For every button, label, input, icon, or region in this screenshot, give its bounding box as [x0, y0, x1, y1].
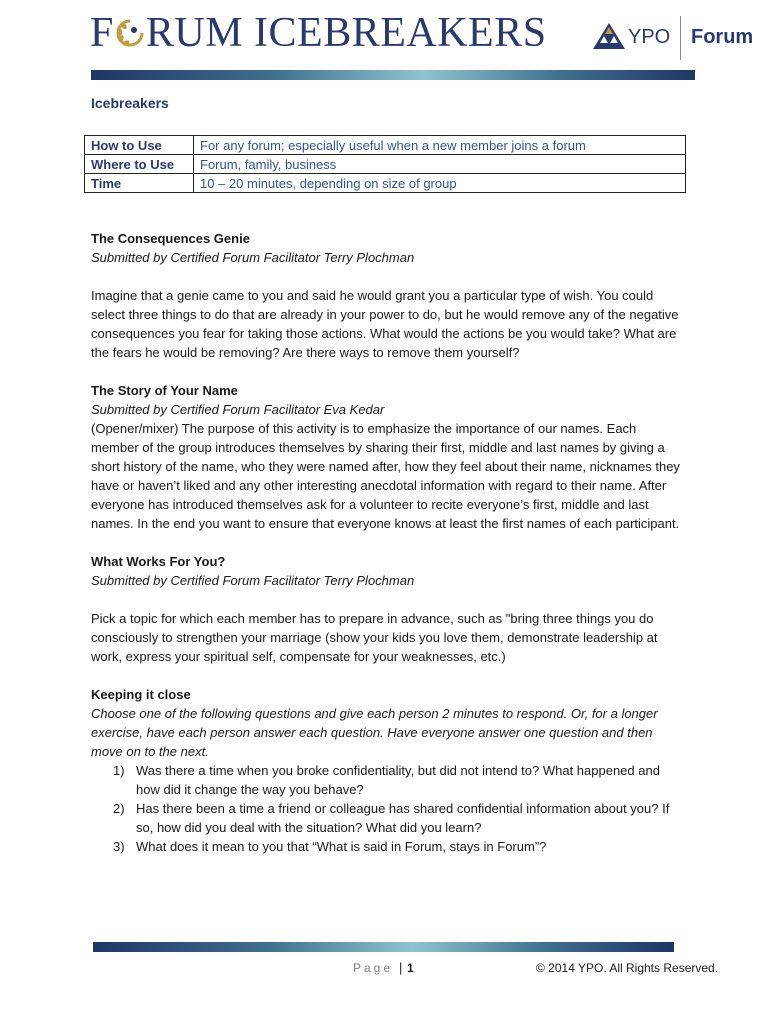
name-story-body: (Opener/mixer) The purpose of this activity is to emphasize the importance of our names. Each member of the group introduces themselves by sharing their first, middle and last names by giving a short history of the name, who they were named after, how they feel about their name, nicknames they have or haven’t liked and any other interesting anecdotal information with regard to their name. After everyone has introduced themselves ask for a volunteer to recite everyone’s first, middle and last names. In the end you want to ensure that everyone knows at least the first names of each participant. — [91, 421, 680, 531]
name-story-title: The Story of Your Name — [91, 383, 238, 398]
row-value: 10 – 20 minutes, depending on size of group — [194, 174, 686, 193]
question-list — [91, 761, 683, 856]
question-text: Has there been a time a friend or colleague has shared confidential information about you? If so, how did you deal with the situation? What did you learn? — [136, 801, 670, 835]
genie-body: Imagine that a genie came to you and said he would grant you a particular type of wish. You could select three things to do that are already in your power to do, but he would remove any of the negative consequences you fear for taking those actions. What would the actions be you would take? What are the fears he would be removing? Are there ways to remove them yourself? — [91, 288, 679, 360]
keeping-close-title: Keeping it close — [91, 687, 191, 702]
section-title: Icebreakers — [91, 95, 169, 111]
row-label: How to Use — [85, 136, 194, 155]
table-row — [85, 136, 686, 155]
title-prefix: F — [90, 10, 114, 56]
page-separator: | — [399, 960, 403, 975]
row-value: For any forum; especially useful when a new member joins a forum — [194, 136, 686, 155]
table-row — [85, 174, 686, 193]
what-works-submitted: Submitted by Certified Forum Facilitator Terry Plochman — [91, 573, 415, 588]
page-number: 1 — [407, 961, 414, 975]
laurel-o-icon — [115, 18, 145, 48]
row-label: Time — [85, 174, 194, 193]
question-text: Was there a time when you broke confidentiality, but did not intend to? What happened and how did it change the way you behave? — [136, 763, 660, 797]
question-number: 3) — [113, 839, 125, 854]
name-story-submitted: Submitted by Certified Forum Facilitator Eva Kedar — [91, 402, 385, 417]
ypo-forum-logo — [592, 16, 752, 60]
usage-info-table — [84, 135, 686, 193]
ypo-pyramid-icon — [592, 22, 626, 50]
logo-divider — [680, 16, 681, 60]
list-item — [91, 837, 683, 856]
row-value: Forum, family, business — [194, 155, 686, 174]
list-item — [91, 761, 683, 799]
what-works-title: What Works For You? — [91, 554, 226, 569]
forum-logo-text: Forum — [691, 26, 754, 48]
copyright-notice: © 2014 YPO. All Rights Reserved. — [536, 961, 719, 975]
question-number: 2) — [113, 801, 125, 816]
list-item — [91, 799, 683, 837]
row-label: Where to Use — [85, 155, 194, 174]
document-title — [90, 12, 547, 54]
header-color-band — [91, 70, 695, 80]
ypo-logo-text: YPO — [628, 26, 671, 48]
footer-color-band — [93, 942, 674, 952]
title-rest: RUM ICEBREAKERS — [145, 10, 547, 56]
question-number: 1) — [113, 763, 125, 778]
keeping-close-instructions: Choose one of the following questions and give each person 2 minutes to respond. Or, for a longer exercise, have each person answer each question. Have everyone answer one question and then move on to the next. — [91, 706, 658, 759]
genie-submitted: Submitted by Certified Forum Facilitator Terry Plochman — [91, 250, 415, 265]
genie-title: The Consequences Genie — [91, 231, 250, 246]
page-label: Page — [353, 961, 394, 975]
question-text: What does it mean to you that “What is said in Forum, stays in Forum”? — [136, 839, 547, 854]
document-body — [91, 229, 683, 856]
what-works-body: Pick a topic for which each member has to prepare in advance, such as "bring three things you do consciously to strengthen your marriage (show your kids you love them, demonstrate leadership at work, express your spiritual self, compensate for your weaknesses, etc.) — [91, 611, 658, 664]
table-row — [85, 155, 686, 174]
